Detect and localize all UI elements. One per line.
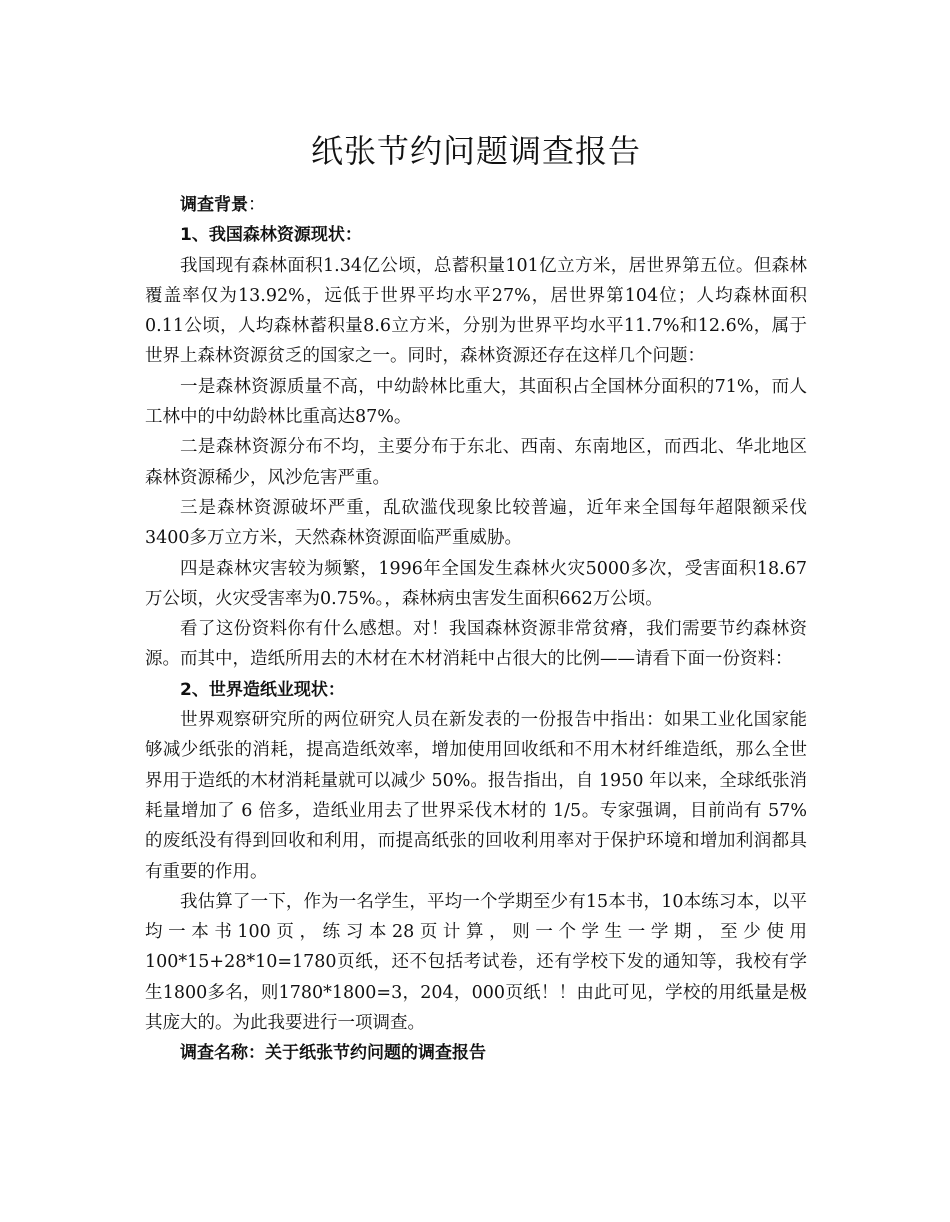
page-title: 纸张节约问题调查报告 [310, 132, 641, 170]
paragraph-paper-industry: 世界观察研究所的两位研究人员在新发表的一份报告中指出：如果工业化国家能够减少纸张的消耗，提高造纸效率，增加使用回收纸和不用木材纤维造纸，那么全世界用于造纸的木材消耗量就可以减少 50%。报告指出，自 1950 年以来，全球纸张消耗量增加了 6 倍多，造纸业用去了世界采伐木材的 1/5。专家强调，目前尚有 57% 的废纸没有得到回收和利用，而提高纸张的回收利用率对于保护环境和增加利润都具有重要的作用。 [145, 710, 807, 882]
paragraph-forest-status: 我国现有森林面积1.34亿公顷，总蓄积量101亿立方米，居世界第五位。但森林覆盖率仅为13.92%，远低于世界平均水平27%，居世界第104位；人均森林面积0.11公顷，人均森林蓄积量8.6立方米，分别为世界平均水平11.7%和12.6%，属于世界上森林资源贫乏的国家之一。同时，森林资源还存在这样几个问题： [145, 255, 807, 367]
document-page [145, 128, 807, 1069]
paragraph-estimate: 我估算了一下，作为一名学生，平均一个学期至少有15本书，10本练习本，以平均一本书100页，练习本28页计算，则一个学生一学期，至少使用100*15+28*10=1780页纸，还不包括考试卷，还有学校下发的通知等，我校有学生1800多名，则1780*1800=3，204，000页纸！！由此可见，学校的用纸量是极其庞大的。为此我要进行一项调查。 [145, 891, 807, 1034]
section1-heading: 1、我国森林资源现状： [180, 225, 362, 246]
background-heading-text: 调查背景 [180, 195, 248, 215]
paragraph-problem-distribution: 二是森林资源分布不均，主要分布于东北、西南、东南地区，而西北、华北地区森林资源稀少，风沙危害严重。 [145, 437, 807, 488]
survey-name: 调查名称：关于纸张节约问题的调查报告 [180, 1043, 486, 1064]
background-heading-colon: ： [248, 195, 266, 215]
paragraph-problem-destruction: 三是森林资源破坏严重，乱砍滥伐现象比较普遍，近年来全国每年超限额采伐3400多万立方米，天然森林资源面临严重威胁。 [145, 497, 807, 549]
paragraph-problem-disasters: 四是森林灾害较为频繁，1996年全国发生森林火灾5000多次，受害面积18.67万公顷，火灾受害率为0.75%。，森林病虫害发生面积662万公顷。 [145, 558, 807, 609]
background-heading [145, 190, 807, 220]
paragraph-problem-quality: 一是森林资源质量不高，中幼龄林比重大，其面积占全国林分面积的71%，而人工林中的中幼龄林比重高达87%。 [145, 376, 807, 428]
section2-heading: 2、世界造纸业现状： [180, 679, 345, 700]
paragraph-reflection: 看了这份资料你有什么感想。对！我国森林资源非常贫瘠，我们需要节约森林资源。而其中，造纸所用去的木材在木材消耗中占很大的比例——请看下面一份资料： [145, 619, 807, 670]
